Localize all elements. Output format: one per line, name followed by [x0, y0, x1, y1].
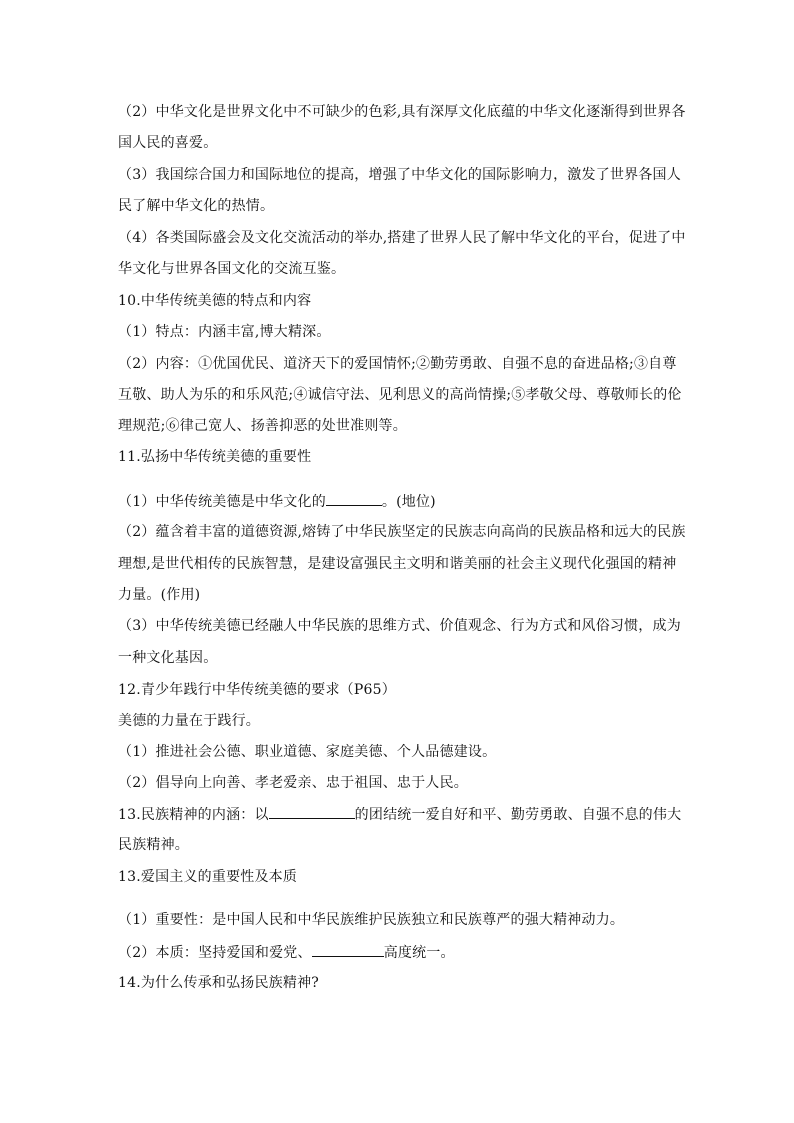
fill-blank-prefix: （2）本质：坚持爱国和爱党、 — [118, 945, 312, 961]
section-heading: 11.弘扬中华传统美德的重要性 — [118, 449, 312, 465]
text-line: 一种文化基因。 — [118, 650, 218, 666]
text-line: 互敬、助人为乐的和乐风范;④诚信守法、见利思义的高尚情操;⑤孝敬父母、尊敬师长的伦 — [118, 387, 682, 403]
text-line: （3）中华传统美德已经融人中华民族的思维方式、价值观念、行为方式和风俗习惯，成为 — [118, 618, 681, 634]
text-line: 理想,是世代相传的民族智慧，是建设富强民主文明和谐美丽的社会主义现代化强国的精神 — [118, 556, 677, 572]
section-heading: 13.爱国主义的重要性及本质 — [118, 869, 298, 885]
section-heading: 14.为什么传承和弘扬民族精神? — [118, 975, 319, 991]
fill-blank-line — [118, 804, 681, 825]
fill-blank-suffix: 。(地位) — [381, 494, 436, 510]
text-line: （1）重要性：是中国人民和中华民族维护民族独立和民族尊严的强大精神动力。 — [118, 912, 625, 928]
answer-blank[interactable] — [269, 804, 355, 819]
text-line: 理规范;⑥律己宽人、扬善抑恶的处世准则等。 — [118, 418, 407, 434]
text-line: （3）我国综合国力和国际地位的提高，增强了中华文化的国际影响力，激发了世界各国人 — [118, 167, 681, 183]
fill-blank-prefix: （1）中华传统美德是中华文化的 — [118, 494, 326, 510]
text-line: （2）蕴含着丰富的道德资源,熔铸了中华民族坚定的民族志向高尚的民族品格和远大的民族 — [118, 524, 686, 540]
text-line: 美德的力量在于践行。 — [118, 713, 260, 729]
text-line: 华文化与世界各国文化的交流互鉴。 — [118, 261, 346, 277]
text-line: （2）中华文化是世界文化中不可缺少的色彩,具有深厚文化底蕴的中华文化逐渐得到世界各 — [118, 104, 686, 120]
answer-blank[interactable] — [326, 491, 382, 506]
text-line: （2）倡导向上向善、孝老爱亲、忠于祖国、忠于人民。 — [118, 775, 468, 791]
text-line: 国人民的喜爱。 — [118, 135, 218, 151]
fill-blank-suffix: 高度统一。 — [383, 945, 455, 961]
fill-blank-suffix: 的团结统一爱自好和平、勤劳勇敢、自强不息的伟大 — [354, 807, 682, 823]
text-line: 民族精神。 — [118, 837, 189, 853]
fill-blank-line — [118, 491, 436, 512]
text-line: （1）推进社会公德、职业道德、家庭美德、个人品德建设。 — [118, 744, 497, 760]
answer-blank[interactable] — [312, 942, 384, 957]
text-line: 力量。(作用) — [118, 587, 201, 603]
text-line: （1）特点：内涵丰富,博大精深。 — [118, 324, 331, 340]
section-heading: 12.青少年践行中华传统美德的要求（P65） — [118, 682, 396, 698]
fill-blank-prefix: 13.民族精神的内涵：以 — [118, 807, 269, 823]
text-line: 民了解中华文化的热情。 — [118, 198, 275, 214]
text-line: （4）各类国际盛会及文化交流活动的举办,搭建了世界人民了解中华文化的平台，促进了中 — [118, 230, 686, 246]
fill-blank-line — [118, 942, 455, 963]
section-heading: 10.中华传统美德的特点和内容 — [118, 293, 312, 309]
text-line: （2）内容：①优国优民、道济天下的爱国情怀;②勤劳勇敢、自强不息的奋进品格;③自尊 — [118, 356, 677, 372]
